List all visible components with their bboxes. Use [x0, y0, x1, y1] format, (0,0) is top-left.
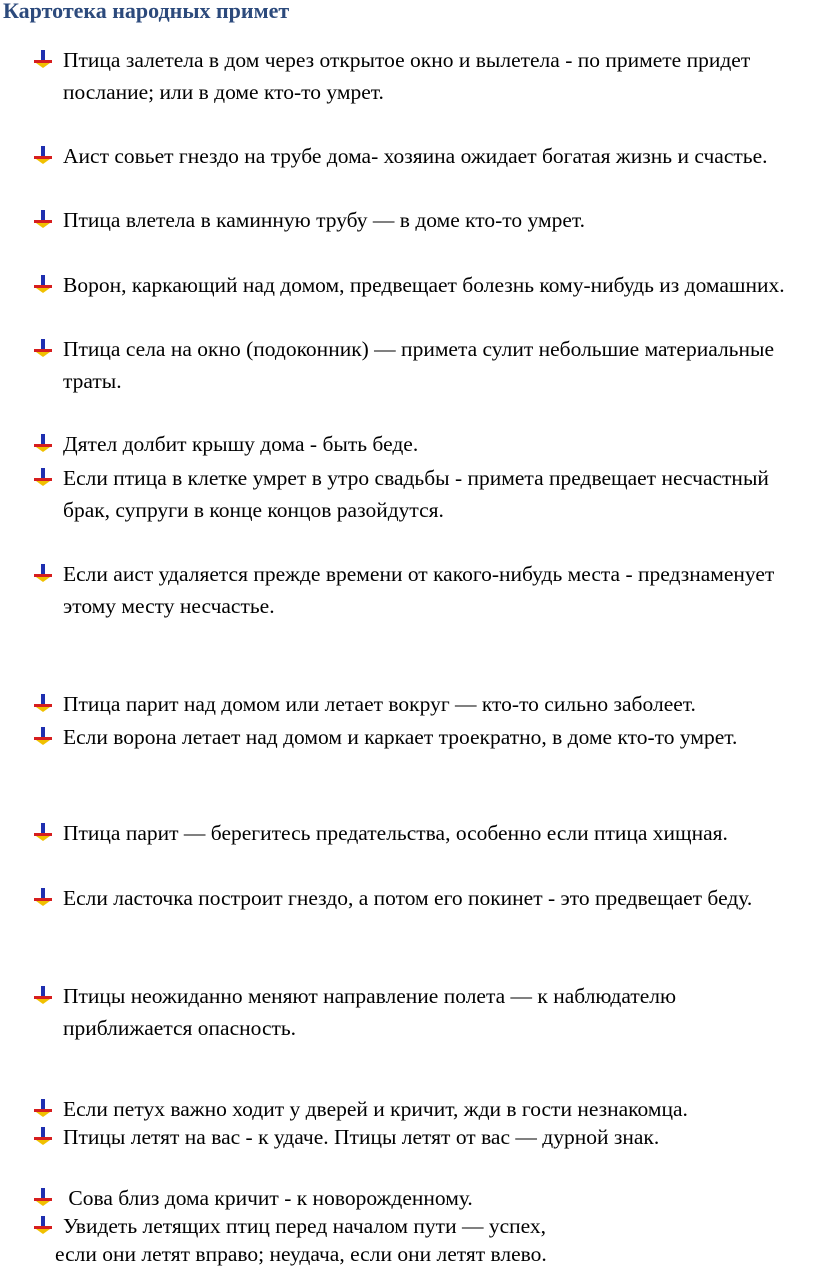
item-text: Сова близ дома кричит - к новорожденному.: [63, 1186, 473, 1210]
item-text: Птица села на окно (подоконник) — примета сулит небольшие материальные траты.: [63, 337, 774, 393]
list-item: [63, 140, 803, 172]
item-text: Если ворона летает над домом и каркает троекратно, в доме кто-то умрет.: [63, 725, 738, 749]
list-item: [63, 817, 803, 849]
item-text: Ворон, каркающий над домом, предвещает болезнь кому-нибудь из домашних.: [63, 273, 785, 297]
down-arrow-bullet-icon: [33, 145, 53, 165]
item-text: Если аист удаляется прежде времени от какого-нибудь места - предзнаменует этому месту несчастье.: [63, 562, 775, 618]
item-text: Птицы неожиданно меняют направление полета — к наблюдателю приближается опасность.: [63, 984, 677, 1040]
down-arrow-bullet-icon: [33, 985, 53, 1005]
item-continuation: если они летят вправо; неудача, если они летят влево.: [55, 1242, 547, 1266]
list-item: [63, 1121, 803, 1153]
list-item: [63, 882, 803, 914]
list-item: [63, 269, 803, 301]
down-arrow-bullet-icon: [33, 563, 53, 583]
item-text: Аист совьет гнездо на трубе дома- хозяина ожидает богатая жизнь и счастье.: [63, 144, 768, 168]
list-item: [63, 721, 803, 753]
down-arrow-bullet-icon: [33, 887, 53, 907]
item-text: Птица парит — берегитесь предательства, особенно если птица хищная.: [63, 821, 728, 845]
down-arrow-bullet-icon: [33, 49, 53, 69]
list-item: [63, 428, 803, 460]
down-arrow-bullet-icon: [33, 209, 53, 229]
item-text: Птица залетела в дом через открытое окно и вылетела - по примете придет послание; или в доме кто-то умрет.: [63, 48, 751, 104]
item-text: Если птица в клетке умрет в утро свадьбы - примета предвещает несчастный брак, супруги в конце концов разойдутся.: [63, 466, 769, 522]
down-arrow-bullet-icon: [33, 1126, 53, 1146]
list-item: [63, 558, 803, 622]
item-text: Увидеть летящих птиц перед началом пути — успех,: [63, 1214, 547, 1238]
list-item: [63, 688, 803, 720]
list-item: [63, 980, 803, 1044]
item-text: Если ласточка построит гнездо, а потом его покинет - это предвещает беду.: [63, 886, 753, 910]
down-arrow-bullet-icon: [33, 467, 53, 487]
down-arrow-bullet-icon: [33, 338, 53, 358]
down-arrow-bullet-icon: [33, 274, 53, 294]
down-arrow-bullet-icon: [33, 1215, 53, 1235]
item-text: Если петух важно ходит у дверей и кричит, жди в гости незнакомца.: [63, 1097, 688, 1121]
page-title: Картотека народных примет: [3, 0, 290, 23]
down-arrow-bullet-icon: [33, 433, 53, 453]
list-item: [63, 333, 803, 397]
list-item: [63, 204, 803, 236]
down-arrow-bullet-icon: [33, 726, 53, 746]
list-item: [63, 462, 803, 526]
list-item: [63, 44, 803, 108]
item-text: Птица парит над домом или летает вокруг — кто-то сильно заболеет.: [63, 692, 696, 716]
down-arrow-bullet-icon: [33, 1187, 53, 1207]
down-arrow-bullet-icon: [33, 1098, 53, 1118]
item-text: Птицы летят на вас - к удаче. Птицы летят от вас — дурной знак.: [63, 1125, 660, 1149]
down-arrow-bullet-icon: [33, 693, 53, 713]
item-text: Птица влетела в каминную трубу — в доме кто-то умрет.: [63, 208, 586, 232]
item-text: Дятел долбит крышу дома - быть беде.: [63, 432, 419, 456]
down-arrow-bullet-icon: [33, 822, 53, 842]
